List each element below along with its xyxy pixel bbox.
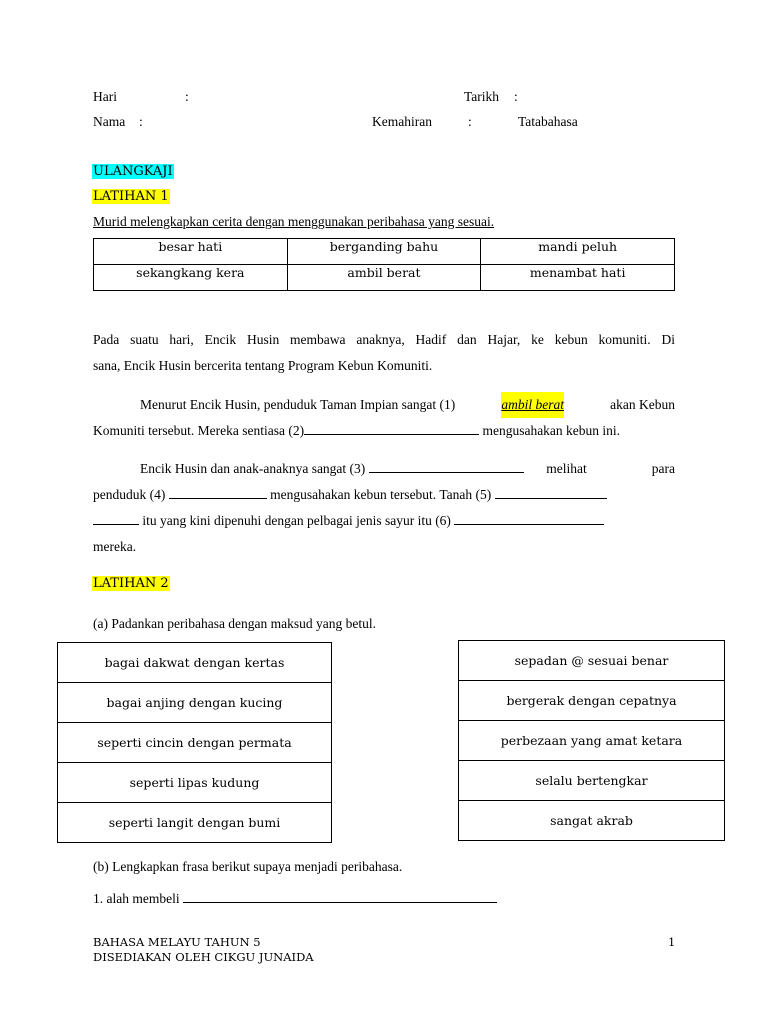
story-paragraph-1 (93, 327, 675, 379)
blank-3[interactable] (369, 458, 524, 473)
blank-5-cont[interactable] (93, 510, 139, 525)
paragraph-text: Encik Husin dan anak-anaknya sangat (3) (140, 461, 366, 476)
table-cell: ambil berat (287, 265, 481, 291)
paragraph-text: para (651, 461, 675, 476)
paragraph-text: mereka. (93, 539, 137, 554)
latihan1-title: LATIHAN 1 (93, 189, 169, 204)
blank-2[interactable] (304, 420, 479, 435)
peribahasa-item[interactable]: seperti langit dengan bumi (108, 815, 281, 830)
latihan2-part-b: (b) Lengkapkan frasa berikut supaya menjadi peribahasa. (93, 859, 403, 874)
footer-line-1: BAHASA MELAYU TAHUN 5 (93, 935, 261, 949)
paragraph-text: Komuniti tersebut. Mereka sentiasa (2) (93, 423, 305, 438)
paragraph-text: akan Kebun (610, 397, 675, 412)
table-cell: mandi peluh (481, 239, 675, 265)
table-cell: sekangkang kera (94, 265, 288, 291)
question-1 (93, 888, 497, 907)
paragraph-text: mengusahakan kebun ini. (482, 423, 621, 438)
blank-4[interactable] (169, 484, 267, 499)
kemahiran-value: Tatabahasa (518, 114, 578, 129)
latihan1-instruction: Murid melengkapkan cerita dengan menggunakan peribahasa yang sesuai. (93, 214, 495, 229)
latihan2-title: LATIHAN 2 (93, 576, 169, 591)
table-row (94, 239, 675, 265)
paragraph-text: Menurut Encik Husin, penduduk Taman Impian sangat (1) (140, 397, 456, 412)
section-title: ULANGKAJI (93, 164, 173, 179)
story-paragraph-2 (93, 392, 675, 444)
table-cell: menambat hati (481, 265, 675, 291)
hari-label: Hari (93, 89, 117, 104)
peribahasa-table (93, 238, 675, 291)
paragraph-text: melihat (546, 461, 587, 476)
paragraph-text: penduduk (4) (93, 487, 166, 502)
question-1-text: 1. alah membeli (93, 891, 180, 906)
blank-5[interactable] (495, 484, 607, 499)
answer-1: ambil berat (501, 392, 564, 418)
peribahasa-item[interactable]: seperti cincin dengan permata (58, 723, 331, 763)
footer-line-2: DISEDIAKAN OLEH CIKGU JUNAIDA (93, 950, 314, 964)
maksud-item[interactable]: sepadan @ sesuai benar (459, 641, 724, 681)
peribahasa-item[interactable]: bagai dakwat dengan kertas (58, 643, 331, 683)
paragraph-line: Pada suatu hari, Encik Husin membawa anaknya, Hadif dan Hajar, ke kebun komuniti. Di (93, 332, 675, 347)
kemahiran-label: Kemahiran (372, 114, 432, 129)
table-row (94, 265, 675, 291)
paragraph-text: itu yang kini dipenuhi dengan pelbagai jenis sayur itu (6) (142, 513, 451, 528)
paragraph-text: mengusahakan kebun tersebut. Tanah (5) (270, 487, 492, 502)
answer-line-1[interactable] (183, 888, 497, 903)
maksud-boxes (458, 640, 725, 841)
maksud-item[interactable]: bergerak dengan cepatnya (459, 681, 724, 721)
maksud-item[interactable]: sangat akrab (550, 813, 633, 828)
maksud-item[interactable]: selalu bertengkar (459, 761, 724, 801)
blank-6[interactable] (454, 510, 604, 525)
peribahasa-item[interactable]: seperti lipas kudung (58, 763, 331, 803)
paragraph-line: sana, Encik Husin bercerita tentang Program Kebun Komuniti. (93, 358, 433, 373)
tarikh-colon: : (514, 89, 518, 104)
table-cell: berganding bahu (287, 239, 481, 265)
table-cell: besar hati (94, 239, 288, 265)
tarikh-label: Tarikh (464, 89, 500, 104)
latihan2-part-a: (a) Padankan peribahasa dengan maksud yang betul. (93, 616, 377, 631)
peribahasa-item[interactable]: bagai anjing dengan kucing (58, 683, 331, 723)
nama-label: Nama (93, 114, 126, 129)
hari-colon: : (185, 89, 189, 104)
maksud-item[interactable]: perbezaan yang amat ketara (459, 721, 724, 761)
peribahasa-boxes (57, 642, 332, 843)
nama-colon: : (139, 114, 143, 129)
kemahiran-colon: : (468, 114, 472, 129)
story-paragraph-3 (93, 456, 675, 560)
page-number: 1 (668, 935, 676, 949)
